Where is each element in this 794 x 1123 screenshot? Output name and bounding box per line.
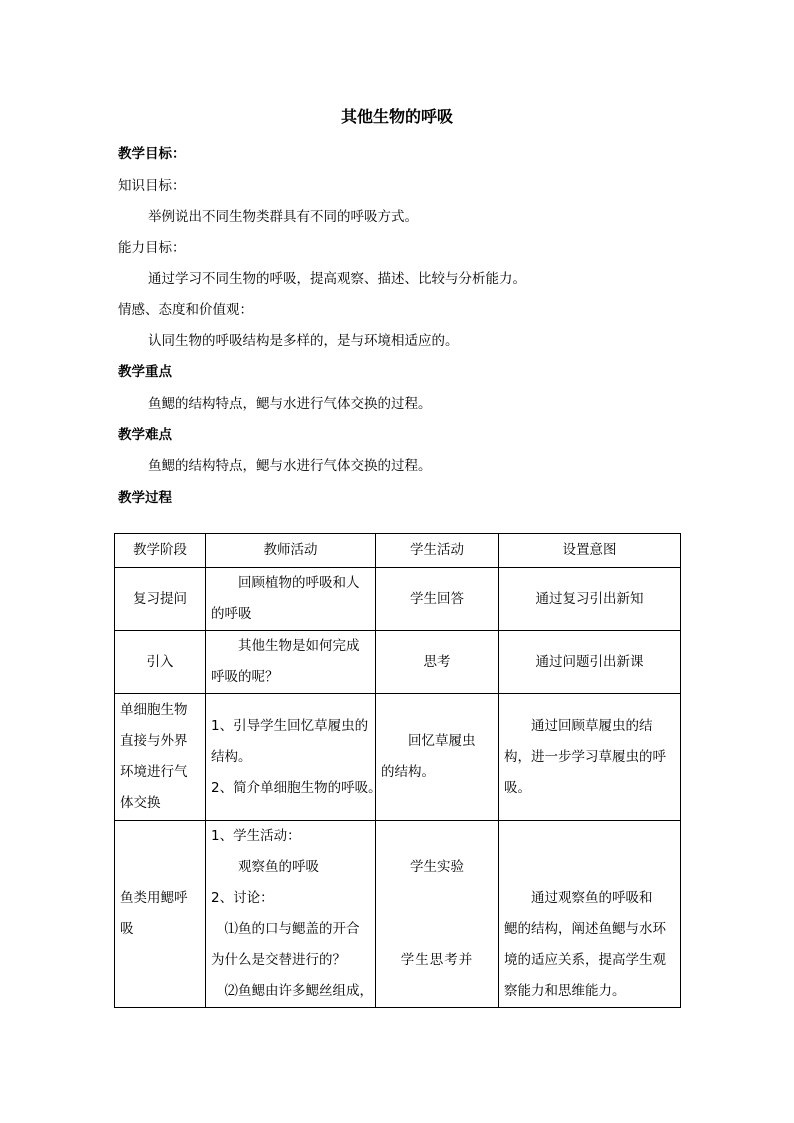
intent-line: 构，进一步学习草履虫的呼 xyxy=(504,748,666,765)
stage-line: 直接与外界 xyxy=(120,733,188,749)
emotion-label: 情感、态度和价值观： xyxy=(118,302,253,318)
knowledge-label: 知识目标： xyxy=(118,178,186,194)
student-line: 的结构。 xyxy=(381,764,435,780)
intent-line: 通过回顾草履虫的结 xyxy=(531,717,653,734)
key-text: 鱼鳃的结构特点，鳃与水进行气体交换的过程。 xyxy=(148,396,432,412)
row-stage xyxy=(115,694,206,821)
row-intent: 通过问题引出新课 xyxy=(499,631,681,694)
row-teacher xyxy=(206,694,382,821)
row-stage: 复习提问 xyxy=(115,568,206,631)
student-line: 学生实验 xyxy=(410,859,464,875)
row-student: 学生回答 xyxy=(376,568,499,631)
ability-text: 通过学习不同生物的呼吸，提高观察、描述、比较与分析能力。 xyxy=(148,271,526,287)
spacer xyxy=(381,883,493,945)
row-teacher xyxy=(206,631,376,694)
teacher-line: 1、学生活动： xyxy=(211,828,301,844)
intent-line: 境的适应关系，提高学生观 xyxy=(504,952,666,968)
stage-line: 单细胞生物 xyxy=(120,702,188,718)
teacher-line: 观察鱼的呼吸 xyxy=(238,859,319,875)
teacher-line: 为什么是交替进行的？ xyxy=(211,952,346,968)
teacher-line: 其他生物是如何完成 xyxy=(238,638,360,654)
emotion-text: 认同生物的呼吸结构是多样的，是与环境相适应的。 xyxy=(148,333,459,349)
row-stage: 引入 xyxy=(115,631,206,694)
knowledge-text: 举例说出不同生物类群具有不同的呼吸方式。 xyxy=(148,209,418,225)
row-stage xyxy=(115,821,206,1008)
table-row xyxy=(115,631,681,694)
teacher-line: 1、引导学生回忆草履虫的 xyxy=(211,717,369,734)
stage-line: 环境进行气 xyxy=(120,764,188,780)
difficulty-text: 鱼鳃的结构特点，鳃与水进行气体交换的过程。 xyxy=(148,458,432,474)
row-intent xyxy=(499,821,681,1008)
lesson-plan-table xyxy=(114,533,681,1008)
intent-line: 通过观察鱼的呼吸和 xyxy=(531,890,653,906)
stage-line: 鱼类用鳃呼 xyxy=(120,890,188,906)
spacer xyxy=(381,821,493,852)
header-stage: 教学阶段 xyxy=(115,534,206,568)
page-title: 其他生物的呼吸 xyxy=(340,107,453,126)
teacher-line: 2、讨论： xyxy=(211,890,274,906)
table-header-row xyxy=(115,534,681,568)
table-row xyxy=(115,568,681,631)
header-intent: 设置意图 xyxy=(499,534,681,568)
intent-line: 察能力和思维能力。 xyxy=(504,983,626,999)
key-heading: 教学重点 xyxy=(118,364,172,380)
teacher-line: 的呼吸 xyxy=(211,606,252,622)
row-student xyxy=(376,821,499,1008)
header-student: 学生活动 xyxy=(376,534,499,568)
difficulty-heading: 教学难点 xyxy=(118,427,172,443)
ability-label: 能力目标： xyxy=(118,240,186,256)
process-heading: 教学过程 xyxy=(118,490,172,506)
teacher-line: 2、简介单细胞生物的呼吸。 xyxy=(211,779,382,796)
table-row xyxy=(115,821,681,1008)
row-intent: 通过复习引出新知 xyxy=(499,568,681,631)
row-teacher xyxy=(206,821,376,1008)
header-teacher: 教师活动 xyxy=(206,534,376,568)
teacher-line: 回顾植物的呼吸和人 xyxy=(238,575,360,591)
row-student xyxy=(376,694,499,821)
student-line: 回忆草履虫 xyxy=(408,733,476,749)
row-student: 思考 xyxy=(376,631,499,694)
objectives-heading: 教学目标： xyxy=(118,146,186,162)
teacher-line: 结构。 xyxy=(211,748,252,765)
table-row xyxy=(115,694,681,821)
row-teacher xyxy=(206,568,376,631)
intent-line: 吸。 xyxy=(504,779,531,796)
intent-line: 鳃的结构，阐述鱼鳃与水环 xyxy=(504,921,666,937)
student-line: 学生思考并 xyxy=(400,952,474,968)
stage-line: 体交换 xyxy=(120,795,161,811)
row-intent xyxy=(499,694,681,821)
teacher-line: ⑴鱼的口与鳃盖的开合 xyxy=(224,921,360,937)
teacher-line: ⑵鱼鳃由许多鳃丝组成， xyxy=(224,983,373,999)
teacher-line: 呼吸的呢？ xyxy=(211,669,279,685)
stage-line: 吸 xyxy=(120,921,134,937)
